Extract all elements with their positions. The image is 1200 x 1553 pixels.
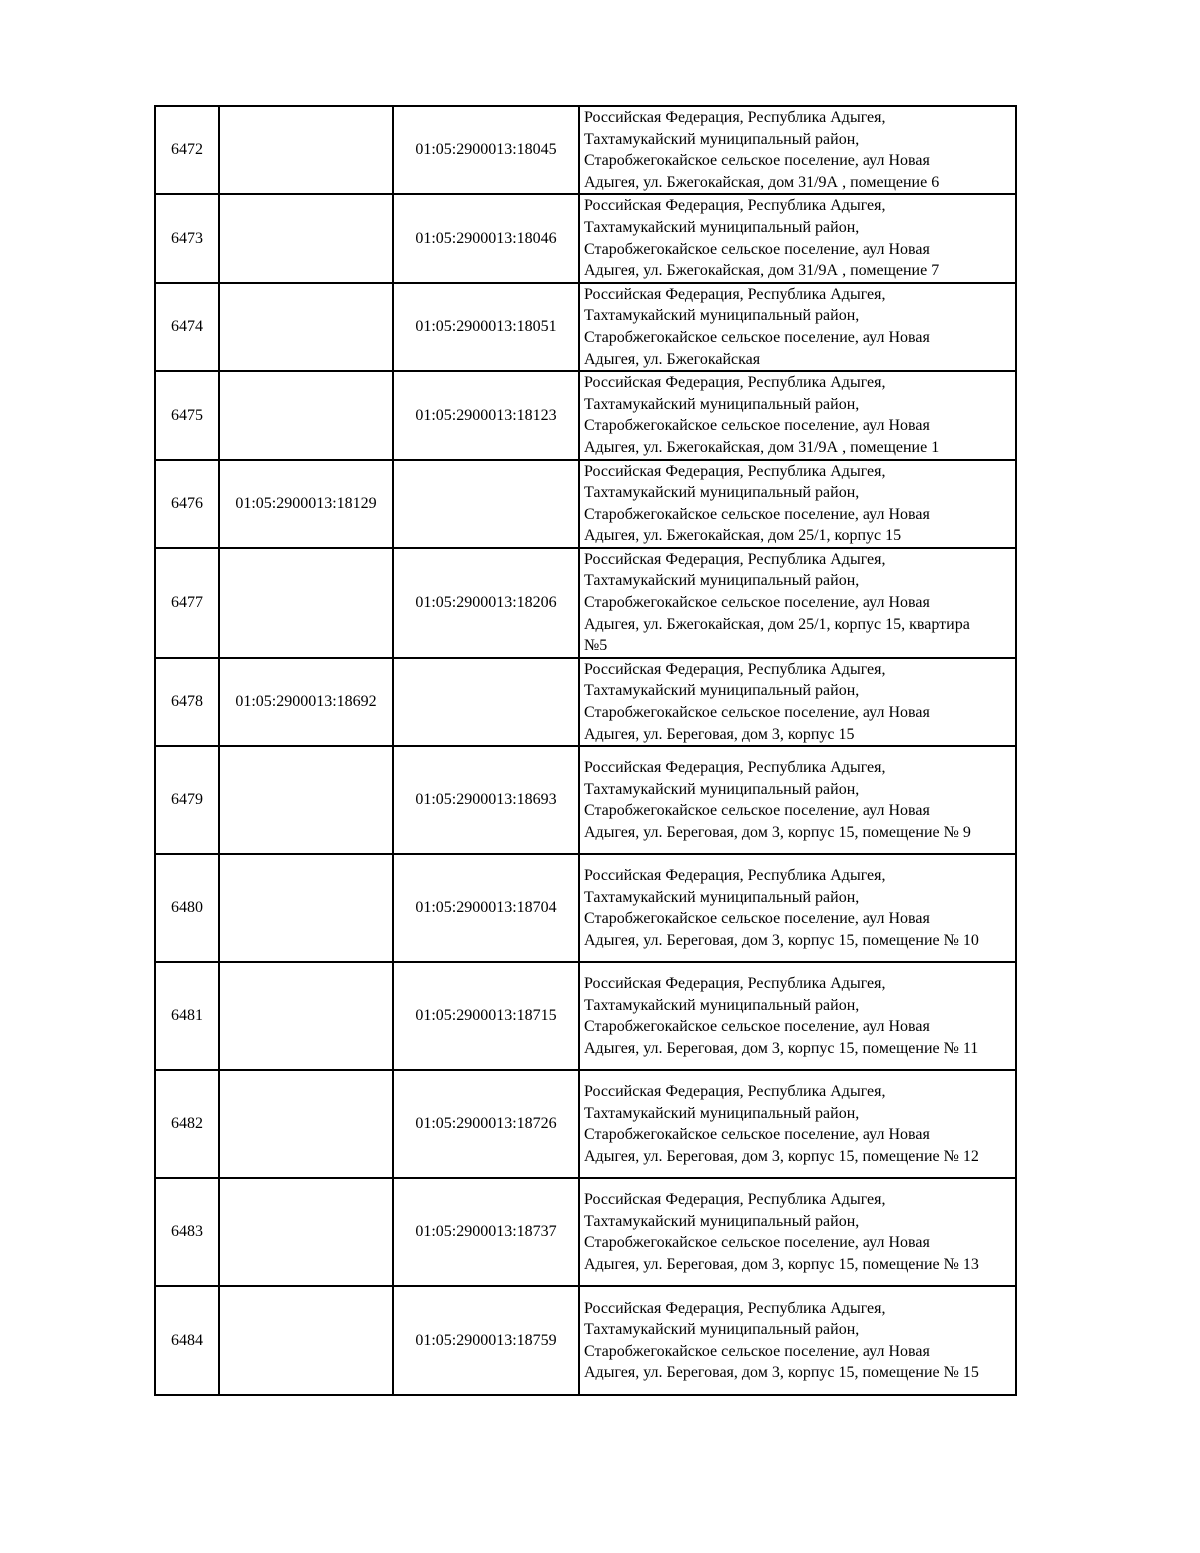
address-cell bbox=[579, 371, 1016, 459]
table-row bbox=[155, 371, 1016, 459]
address-cell bbox=[579, 106, 1016, 194]
address-line: Адыгея, ул. Береговая, дом 3, корпус 15, помещение № 9 bbox=[584, 823, 971, 841]
row-number-cell: 6479 bbox=[155, 746, 219, 854]
address-cell bbox=[579, 746, 1016, 854]
registry-body bbox=[155, 106, 1016, 1395]
table-row bbox=[155, 962, 1016, 1070]
address-line: Адыгея, ул. Бжегокайская, дом 25/1, корпус 15 bbox=[584, 527, 902, 545]
address-line: Российская Федерация, Республика Адыгея, bbox=[584, 1299, 886, 1317]
address-cell bbox=[579, 283, 1016, 371]
address-line: Адыгея, ул. Бжегокайская, дом 25/1, корпус 15, квартира bbox=[584, 615, 970, 633]
cadastral-number-a-cell bbox=[219, 1070, 393, 1178]
cadastral-number-a-cell bbox=[219, 1286, 393, 1395]
cadastral-number-b-cell: 01:05:2900013:18206 bbox=[393, 548, 579, 658]
address-line: Адыгея, ул. Береговая, дом 3, корпус 15, помещение № 13 bbox=[584, 1255, 979, 1273]
cadastral-number-a-cell bbox=[219, 106, 393, 194]
address-line: Старобжегокайское сельское поселение, аул Новая bbox=[584, 802, 930, 820]
address-line: Российская Федерация, Республика Адыгея, bbox=[584, 374, 886, 392]
row-number-cell: 6483 bbox=[155, 1178, 219, 1286]
row-number-cell: 6484 bbox=[155, 1286, 219, 1395]
row-number-cell: 6482 bbox=[155, 1070, 219, 1178]
table-row bbox=[155, 460, 1016, 548]
cadastral-number-a-cell: 01:05:2900013:18692 bbox=[219, 658, 393, 746]
table-row bbox=[155, 746, 1016, 854]
row-number-cell: 6476 bbox=[155, 460, 219, 548]
address-line: Старобжегокайское сельское поселение, аул Новая bbox=[584, 704, 930, 722]
address-line: Старобжегокайское сельское поселение, аул Новая bbox=[584, 417, 930, 435]
cadastral-number-b-cell bbox=[393, 658, 579, 746]
address-line: Адыгея, ул. Береговая, дом 3, корпус 15 bbox=[584, 725, 855, 743]
address-line: Тахтамукайский муниципальный район, bbox=[584, 682, 860, 700]
cadastral-number-a-cell: 01:05:2900013:18129 bbox=[219, 460, 393, 548]
address-line: Российская Федерация, Республика Адыгея, bbox=[584, 109, 886, 126]
address-line: Тахтамукайский муниципальный район, bbox=[584, 1212, 860, 1230]
address-line: Адыгея, ул. Бжегокайская, дом 31/9А , помещение 7 bbox=[584, 262, 940, 280]
cadastral-number-b-cell: 01:05:2900013:18737 bbox=[393, 1178, 579, 1286]
table-row bbox=[155, 548, 1016, 658]
address-line: Адыгея, ул. Береговая, дом 3, корпус 15, помещение № 12 bbox=[584, 1147, 979, 1165]
address-cell bbox=[579, 854, 1016, 962]
registry-table bbox=[154, 105, 1017, 1396]
cadastral-number-a-cell bbox=[219, 548, 393, 658]
address-cell bbox=[579, 658, 1016, 746]
address-cell bbox=[579, 1178, 1016, 1286]
address-line: Старобжегокайское сельское поселение, аул Новая bbox=[584, 152, 930, 170]
address-cell bbox=[579, 962, 1016, 1070]
address-cell bbox=[579, 460, 1016, 548]
cadastral-number-b-cell: 01:05:2900013:18693 bbox=[393, 746, 579, 854]
cadastral-number-a-cell bbox=[219, 283, 393, 371]
address-line: Российская Федерация, Республика Адыгея, bbox=[584, 867, 886, 885]
address-line: Адыгея, ул. Береговая, дом 3, корпус 15, помещение № 10 bbox=[584, 931, 979, 949]
cadastral-number-a-cell bbox=[219, 854, 393, 962]
row-number-cell: 6475 bbox=[155, 371, 219, 459]
address-line: Адыгея, ул. Береговая, дом 3, корпус 15, помещение № 15 bbox=[584, 1364, 979, 1382]
address-cell bbox=[579, 1286, 1016, 1395]
row-number-cell: 6480 bbox=[155, 854, 219, 962]
address-line: Тахтамукайский муниципальный район, bbox=[584, 1321, 860, 1339]
address-line: Российская Федерация, Республика Адыгея, bbox=[584, 550, 886, 568]
address-line: Старобжегокайское сельское поселение, аул Новая bbox=[584, 1126, 930, 1144]
table-row bbox=[155, 283, 1016, 371]
address-line: Тахтамукайский муниципальный район, bbox=[584, 307, 860, 325]
cadastral-number-a-cell bbox=[219, 194, 393, 282]
address-line: Старобжегокайское сельское поселение, аул Новая bbox=[584, 1234, 930, 1252]
row-number-cell: 6474 bbox=[155, 283, 219, 371]
address-line: Старобжегокайское сельское поселение, аул Новая bbox=[584, 240, 930, 258]
address-line: Российская Федерация, Республика Адыгея, bbox=[584, 1083, 886, 1101]
cadastral-number-b-cell: 01:05:2900013:18715 bbox=[393, 962, 579, 1070]
table-row bbox=[155, 1178, 1016, 1286]
table-row bbox=[155, 1070, 1016, 1178]
address-line: Тахтамукайский муниципальный район, bbox=[584, 395, 860, 413]
row-number-cell: 6473 bbox=[155, 194, 219, 282]
address-line: Тахтамукайский муниципальный район, bbox=[584, 996, 860, 1014]
address-line: Тахтамукайский муниципальный район, bbox=[584, 780, 860, 798]
address-line: Российская Федерация, Республика Адыгея, bbox=[584, 197, 886, 215]
row-number-cell: 6472 bbox=[155, 106, 219, 194]
cadastral-number-b-cell: 01:05:2900013:18726 bbox=[393, 1070, 579, 1178]
table-row bbox=[155, 658, 1016, 746]
address-line: Старобжегокайское сельское поселение, аул Новая bbox=[584, 594, 930, 612]
cadastral-number-b-cell: 01:05:2900013:18051 bbox=[393, 283, 579, 371]
cadastral-number-a-cell bbox=[219, 962, 393, 1070]
row-number-cell: 6477 bbox=[155, 548, 219, 658]
table-row bbox=[155, 194, 1016, 282]
cadastral-number-b-cell bbox=[393, 460, 579, 548]
address-line: Старобжегокайское сельское поселение, аул Новая bbox=[584, 1018, 930, 1036]
address-line: Старобжегокайское сельское поселение, аул Новая bbox=[584, 505, 930, 523]
address-line: Старобжегокайское сельское поселение, аул Новая bbox=[584, 910, 930, 928]
address-line: Российская Федерация, Республика Адыгея, bbox=[584, 285, 886, 303]
address-line: Тахтамукайский муниципальный район, bbox=[584, 572, 860, 590]
address-line: Старобжегокайское сельское поселение, аул Новая bbox=[584, 1342, 930, 1360]
cadastral-number-b-cell: 01:05:2900013:18759 bbox=[393, 1286, 579, 1395]
address-line: Тахтамукайский муниципальный район, bbox=[584, 484, 860, 502]
table-row bbox=[155, 106, 1016, 194]
cadastral-number-a-cell bbox=[219, 1178, 393, 1286]
address-line: Российская Федерация, Республика Адыгея, bbox=[584, 1191, 886, 1209]
address-cell bbox=[579, 548, 1016, 658]
table-row bbox=[155, 854, 1016, 962]
address-line: Российская Федерация, Республика Адыгея, bbox=[584, 975, 886, 993]
table-row bbox=[155, 1286, 1016, 1395]
row-number-cell: 6478 bbox=[155, 658, 219, 746]
address-line: Адыгея, ул. Бжегокайская, дом 31/9А , помещение 6 bbox=[584, 173, 940, 191]
address-line: Тахтамукайский муниципальный район, bbox=[584, 130, 860, 148]
address-line: №5 bbox=[584, 637, 608, 655]
address-line: Тахтамукайский муниципальный район, bbox=[584, 888, 860, 906]
cadastral-number-b-cell: 01:05:2900013:18045 bbox=[393, 106, 579, 194]
address-cell bbox=[579, 1070, 1016, 1178]
address-line: Адыгея, ул. Береговая, дом 3, корпус 15, помещение № 11 bbox=[584, 1039, 979, 1057]
address-line: Российская Федерация, Республика Адыгея, bbox=[584, 660, 886, 678]
cadastral-number-a-cell bbox=[219, 371, 393, 459]
address-line: Российская Федерация, Республика Адыгея, bbox=[584, 462, 886, 480]
address-line: Российская Федерация, Республика Адыгея, bbox=[584, 759, 886, 777]
cadastral-number-a-cell bbox=[219, 746, 393, 854]
address-line: Адыгея, ул. Бжегокайская, дом 31/9А , помещение 1 bbox=[584, 438, 940, 456]
address-line: Тахтамукайский муниципальный район, bbox=[584, 1104, 860, 1122]
address-line: Адыгея, ул. Бжегокайская bbox=[584, 350, 761, 368]
row-number-cell: 6481 bbox=[155, 962, 219, 1070]
address-cell bbox=[579, 194, 1016, 282]
cadastral-number-b-cell: 01:05:2900013:18123 bbox=[393, 371, 579, 459]
cadastral-number-b-cell: 01:05:2900013:18704 bbox=[393, 854, 579, 962]
cadastral-number-b-cell: 01:05:2900013:18046 bbox=[393, 194, 579, 282]
address-line: Старобжегокайское сельское поселение, аул Новая bbox=[584, 328, 930, 346]
address-line: Тахтамукайский муниципальный район, bbox=[584, 218, 860, 236]
